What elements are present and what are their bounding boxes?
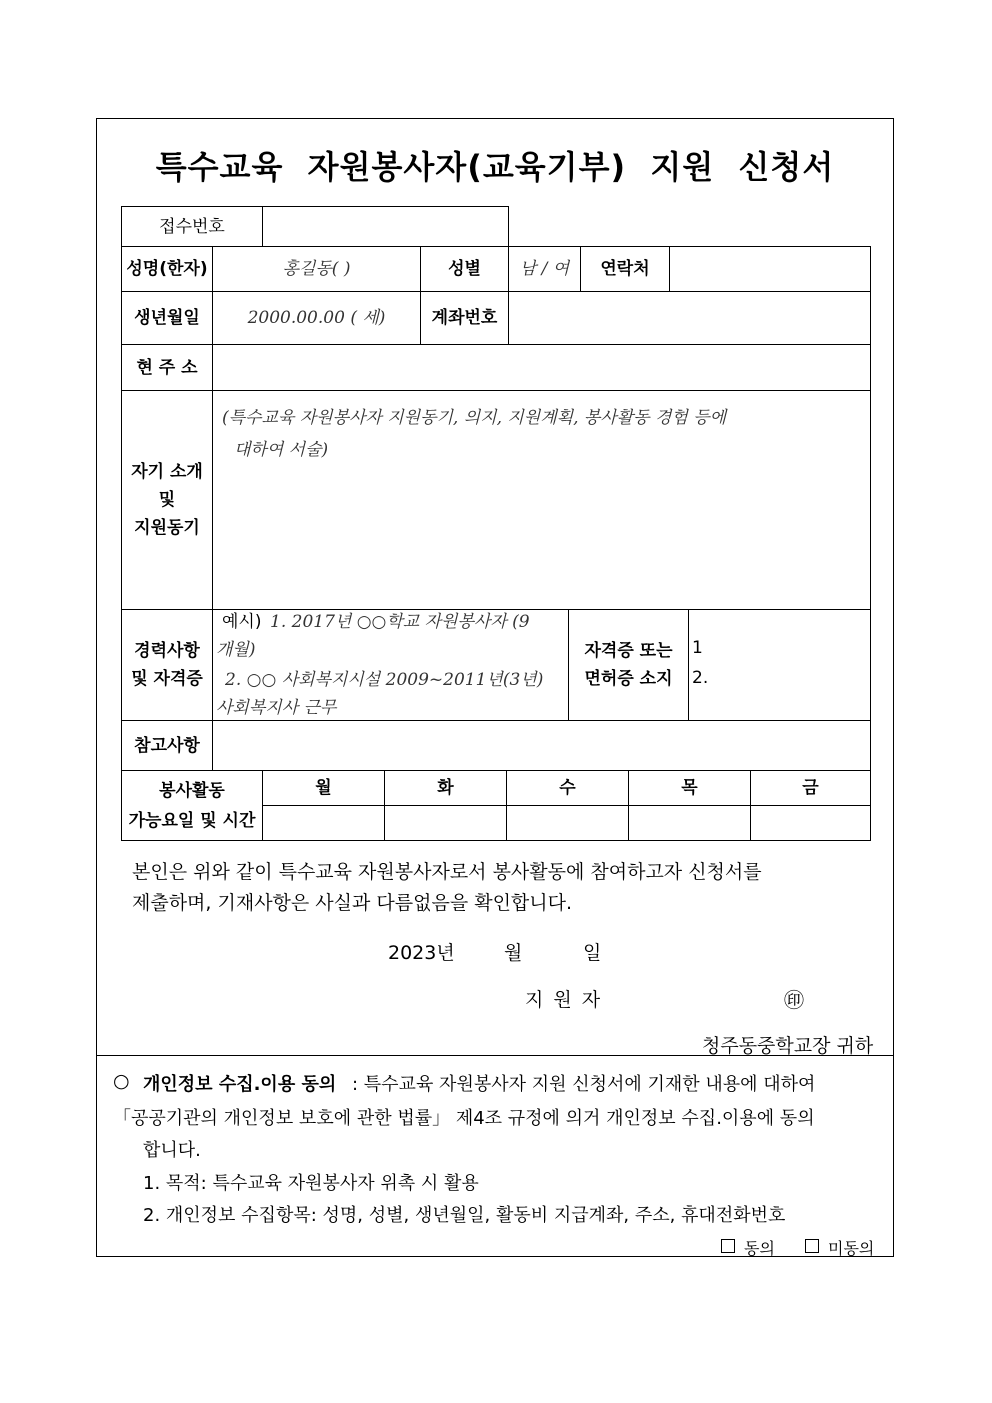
name-label: 성명(한자) bbox=[121, 246, 213, 292]
career-label-line2: 및 자격증 bbox=[131, 669, 203, 689]
account-field[interactable] bbox=[508, 291, 871, 345]
notes-label: 참고사항 bbox=[121, 720, 213, 771]
birth-field[interactable]: 2000.00.00 ( 세) bbox=[212, 291, 421, 345]
career-example-prefix: 예시) bbox=[222, 612, 262, 632]
agree-checkbox[interactable] bbox=[721, 1239, 735, 1253]
account-label: 계좌번호 bbox=[420, 291, 509, 345]
career-example-1b: 개월) bbox=[216, 640, 256, 660]
day-thu-field[interactable] bbox=[628, 805, 751, 841]
intro-label-line3: 지원동기 bbox=[134, 518, 200, 538]
day-tue-field[interactable] bbox=[384, 805, 507, 841]
disagree-checkbox[interactable] bbox=[805, 1239, 819, 1253]
intro-hint-line2: 대하여 서술) bbox=[234, 440, 329, 460]
applicant-label: 지 원 자 bbox=[525, 989, 603, 1011]
career-label bbox=[121, 609, 213, 721]
license-item-1: 1 bbox=[692, 638, 703, 658]
license-label bbox=[568, 609, 689, 721]
day-mon-field[interactable] bbox=[262, 805, 385, 841]
disagree-label: 미동의 bbox=[828, 1239, 875, 1258]
availability-label bbox=[121, 770, 263, 841]
date-year: 2023년 bbox=[388, 942, 455, 964]
day-fri-header: 금 bbox=[750, 770, 871, 806]
form-title: 특수교육 자원봉사자(교육기부) 지원 신청서 bbox=[155, 148, 835, 186]
declaration-line2: 제출하며, 기재사항은 사실과 다름없음을 확인합니다. bbox=[132, 892, 573, 914]
day-thu-header: 목 bbox=[628, 770, 751, 806]
consent-bullet-icon: ○ bbox=[113, 1070, 130, 1092]
career-example-2b: 사회복지사 근무 bbox=[216, 698, 337, 718]
day-mon-header: 월 bbox=[262, 770, 385, 806]
date-month: 월 bbox=[504, 942, 523, 964]
seal-icon: ㊞ bbox=[784, 988, 804, 1012]
day-fri-field[interactable] bbox=[750, 805, 871, 841]
consent-line1: : 특수교육 자원봉사자 지원 신청서에 기재한 내용에 대하여 bbox=[352, 1074, 816, 1095]
birth-label: 생년월일 bbox=[121, 291, 213, 345]
agree-label: 동의 bbox=[744, 1239, 775, 1258]
consent-heading: 개인정보 수집.이용 동의 bbox=[143, 1074, 337, 1095]
recipient: 청주동중학교장 귀하 bbox=[702, 1035, 874, 1057]
address-field[interactable] bbox=[212, 344, 871, 391]
license-field[interactable] bbox=[688, 609, 871, 721]
day-wed-field[interactable] bbox=[506, 805, 629, 841]
intro-label bbox=[121, 390, 213, 610]
intro-label-line2: 및 bbox=[158, 490, 176, 510]
receipt-label: 접수번호 bbox=[121, 206, 263, 247]
availability-label-line1: 봉사활동 bbox=[159, 780, 225, 801]
declaration-line1: 본인은 위와 같이 특수교육 자원봉사자로서 봉사활동에 참여하고자 신청서를 bbox=[132, 861, 762, 883]
license-item-2: 2. bbox=[692, 668, 709, 688]
consent-line2: 「공공기관의 개인정보 보호에 관한 법률」 제4조 규정에 의거 개인정보 수집.이용에 동의 bbox=[113, 1108, 815, 1129]
consent-line3: 합니다. bbox=[143, 1140, 201, 1161]
day-wed-header: 수 bbox=[506, 770, 629, 806]
receipt-field[interactable] bbox=[262, 206, 509, 247]
intro-hint-line1: (특수교육 자원봉사자 지원동기, 의지, 지원계획, 봉사활동 경험 등에 bbox=[222, 408, 727, 428]
gender-label: 성별 bbox=[420, 246, 509, 292]
contact-field[interactable] bbox=[669, 246, 871, 292]
consent-item1: 1. 목적: 특수교육 자원봉사자 위촉 시 활용 bbox=[143, 1173, 479, 1194]
career-label-line1: 경력사항 bbox=[134, 641, 200, 661]
notes-field[interactable] bbox=[212, 720, 871, 771]
address-label: 현 주 소 bbox=[121, 344, 213, 391]
license-label-line1: 자격증 또는 bbox=[584, 641, 673, 661]
career-example-2a: 2. ○○ 사회복지시설 2009~2011년(3년) bbox=[225, 670, 544, 690]
date-day: 일 bbox=[583, 942, 602, 964]
gender-field[interactable]: 남 / 여 bbox=[508, 246, 581, 292]
name-field[interactable]: 홍길동( ) bbox=[212, 246, 421, 292]
intro-label-line1: 자기 소개 bbox=[131, 462, 203, 482]
license-label-line2: 면허증 소지 bbox=[584, 669, 673, 689]
consent-item2: 2. 개인정보 수집항목: 성명, 성별, 생년월일, 활동비 지급계좌, 주소, 휴대전화번호 bbox=[143, 1205, 786, 1226]
availability-label-line2: 가능요일 및 시간 bbox=[128, 810, 256, 831]
day-tue-header: 화 bbox=[384, 770, 507, 806]
contact-label: 연락처 bbox=[580, 246, 670, 292]
career-example-1a: 1. 2017년 ○○학교 자원봉사자 (9 bbox=[270, 612, 530, 632]
